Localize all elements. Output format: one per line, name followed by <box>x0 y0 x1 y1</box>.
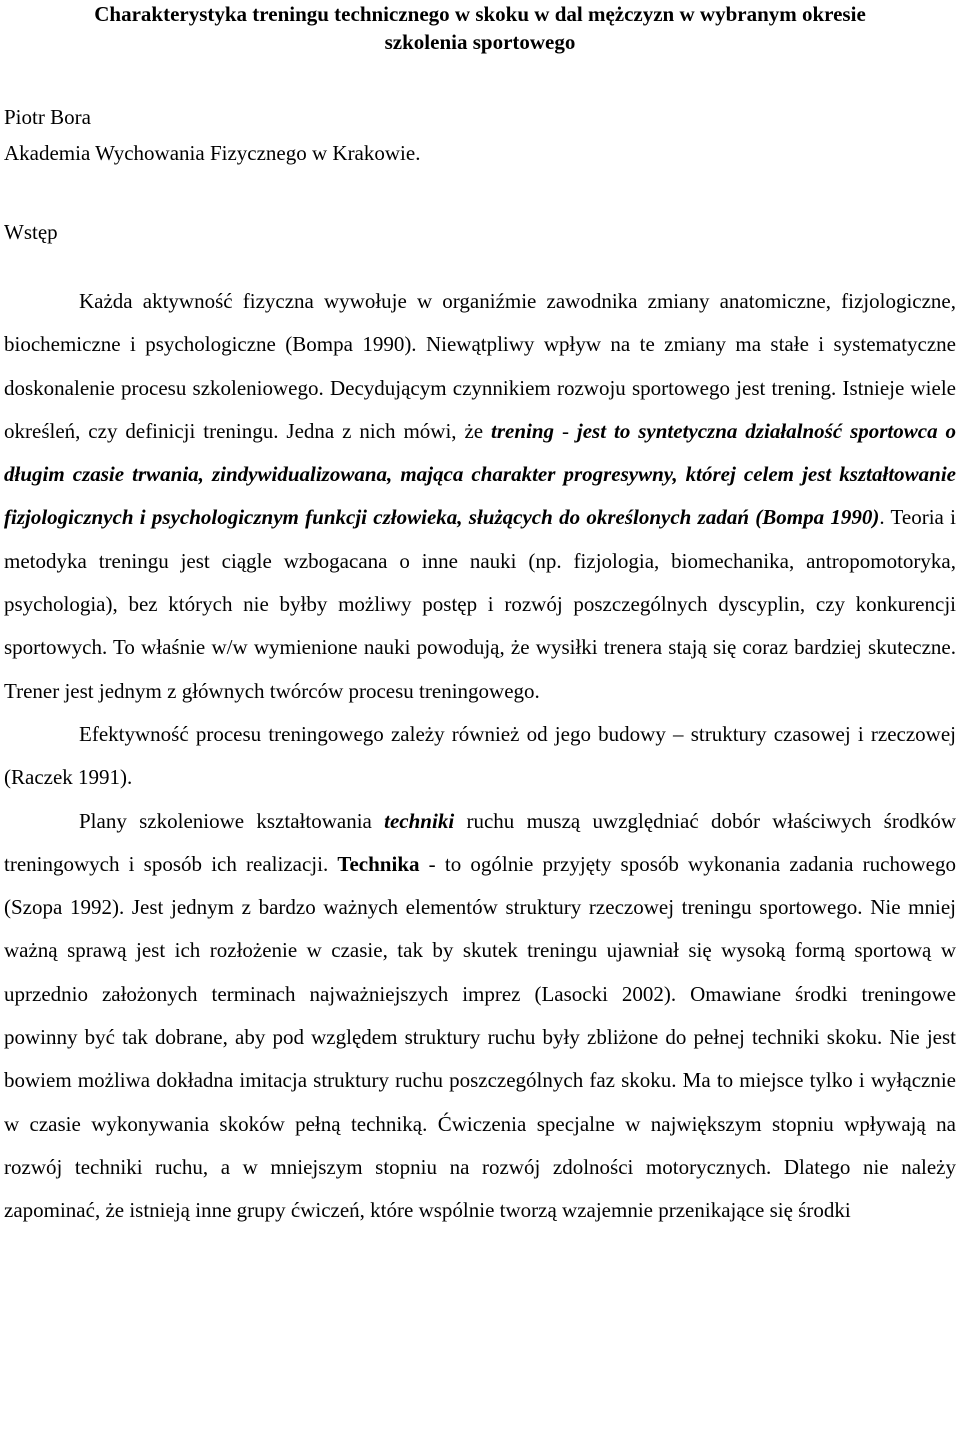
author-name: Piotr Bora <box>4 105 91 129</box>
term-technika: Technika <box>337 851 420 876</box>
title-line-1: Charakterystyka treningu technicznego w skoku w dal mężczyzn w wybranym okresie <box>94 2 866 26</box>
paragraph-technique-text-3: - to ogólnie przyjęty sposób wykonania zadania ruchowego (Szopa 1992). Jest jednym z bardzo ważnych elementów struktury rzeczowej treningu sportowego. Nie mniej ważną sprawą jest ich rozłożenie w czasie, tak by skutek treningu ujawniał się wysoką formą sportową w uprzednio założonych terminach najważniejszych imprez (Lasocki 2002). Omawiane środki treningowe powinny być tak dobrane, aby pod względem struktury ruchu były zbliżone do pełnej techniki skoku. Nie jest bowiem możliwa dokładna imitacja struktury ruchu poszczególnych faz skoku. Ma to miejsce tylko i wyłącznie w czasie wykonywania skoków pełną techniką. Ćwiczenia specjalne w największym stopniu wpływają na rozwój techniki ruchu, a w mniejszym stopniu na rozwój zdolności motorycznych. Dlatego nie należy zapominać, że istnieją inne grupy ćwiczeń, które wspólnie tworzą wzajemnie przenikające się środki <box>4 851 956 1223</box>
paragraph-intro-text-2: . Teoria i metodyka treningu jest ciągle wzbogacana o inne nauki (np. fizjologia, biomechanika, antropomotoryka, psychologia), bez których nie byłby możliwy postęp i rozwój poszczególnych dyscyplin, czy konkurencji sportowych. To właśnie w/w wymienione nauki powodują, że wysiłki trenera stają się coraz bardziej skuteczne. Trener jest jednym z głównych twórców procesu treningowego. <box>4 505 956 703</box>
author-affiliation: Akademia Wychowania Fizycznego w Krakowie. <box>4 141 421 165</box>
document-title <box>4 0 956 56</box>
training-definition: jest to syntetyczna działalność sportowca o długim czasie trwania, zindywidualizowana, mająca charakter progresywny, której celem jest kształtowanie fizjologicznych i psychologicznym funkcji człowieka, służących do określonych zadań (Bompa 1990) <box>4 418 957 530</box>
paragraph-technique-text-2: ruchu muszą uwzględniać dobór właściwych środków treningowych i sposób ich realizacji. <box>4 808 956 876</box>
paragraph-intro <box>4 280 956 713</box>
term-techniki: techniki <box>384 808 455 833</box>
paragraph-technique-text-1: Plany szkoleniowe kształtowania <box>79 808 385 833</box>
paragraph-intro-dash: - <box>554 418 577 443</box>
title-line-2: szkolenia sportowego <box>384 30 576 54</box>
term-trening: trening <box>491 418 555 443</box>
paragraph-efficiency-text: Efektywność procesu treningowego zależy również od jego budowy – struktury czasowej i rzeczowej (Raczek 1991). <box>4 721 956 790</box>
section-heading: Wstęp <box>4 220 58 244</box>
document-page <box>4 0 956 1233</box>
author-block <box>4 99 956 171</box>
paragraph-technique <box>4 800 956 1233</box>
paragraph-intro-text-1: Każda aktywność fizyczna wywołuje w organiźmie zawodnika zmiany anatomiczne, fizjologiczne, biochemiczne i psychologiczne (Bompa 1990). Niewątpliwy wpływ na te zmiany ma stałe i systematyczne doskonalenie procesu szkoleniowego. Decydującym czynnikiem rozwoju sportowego jest trening. Istnieje wiele określeń, czy definicji treningu. Jedna z nich mówi, że <box>4 289 956 443</box>
paragraph-efficiency <box>4 713 956 800</box>
